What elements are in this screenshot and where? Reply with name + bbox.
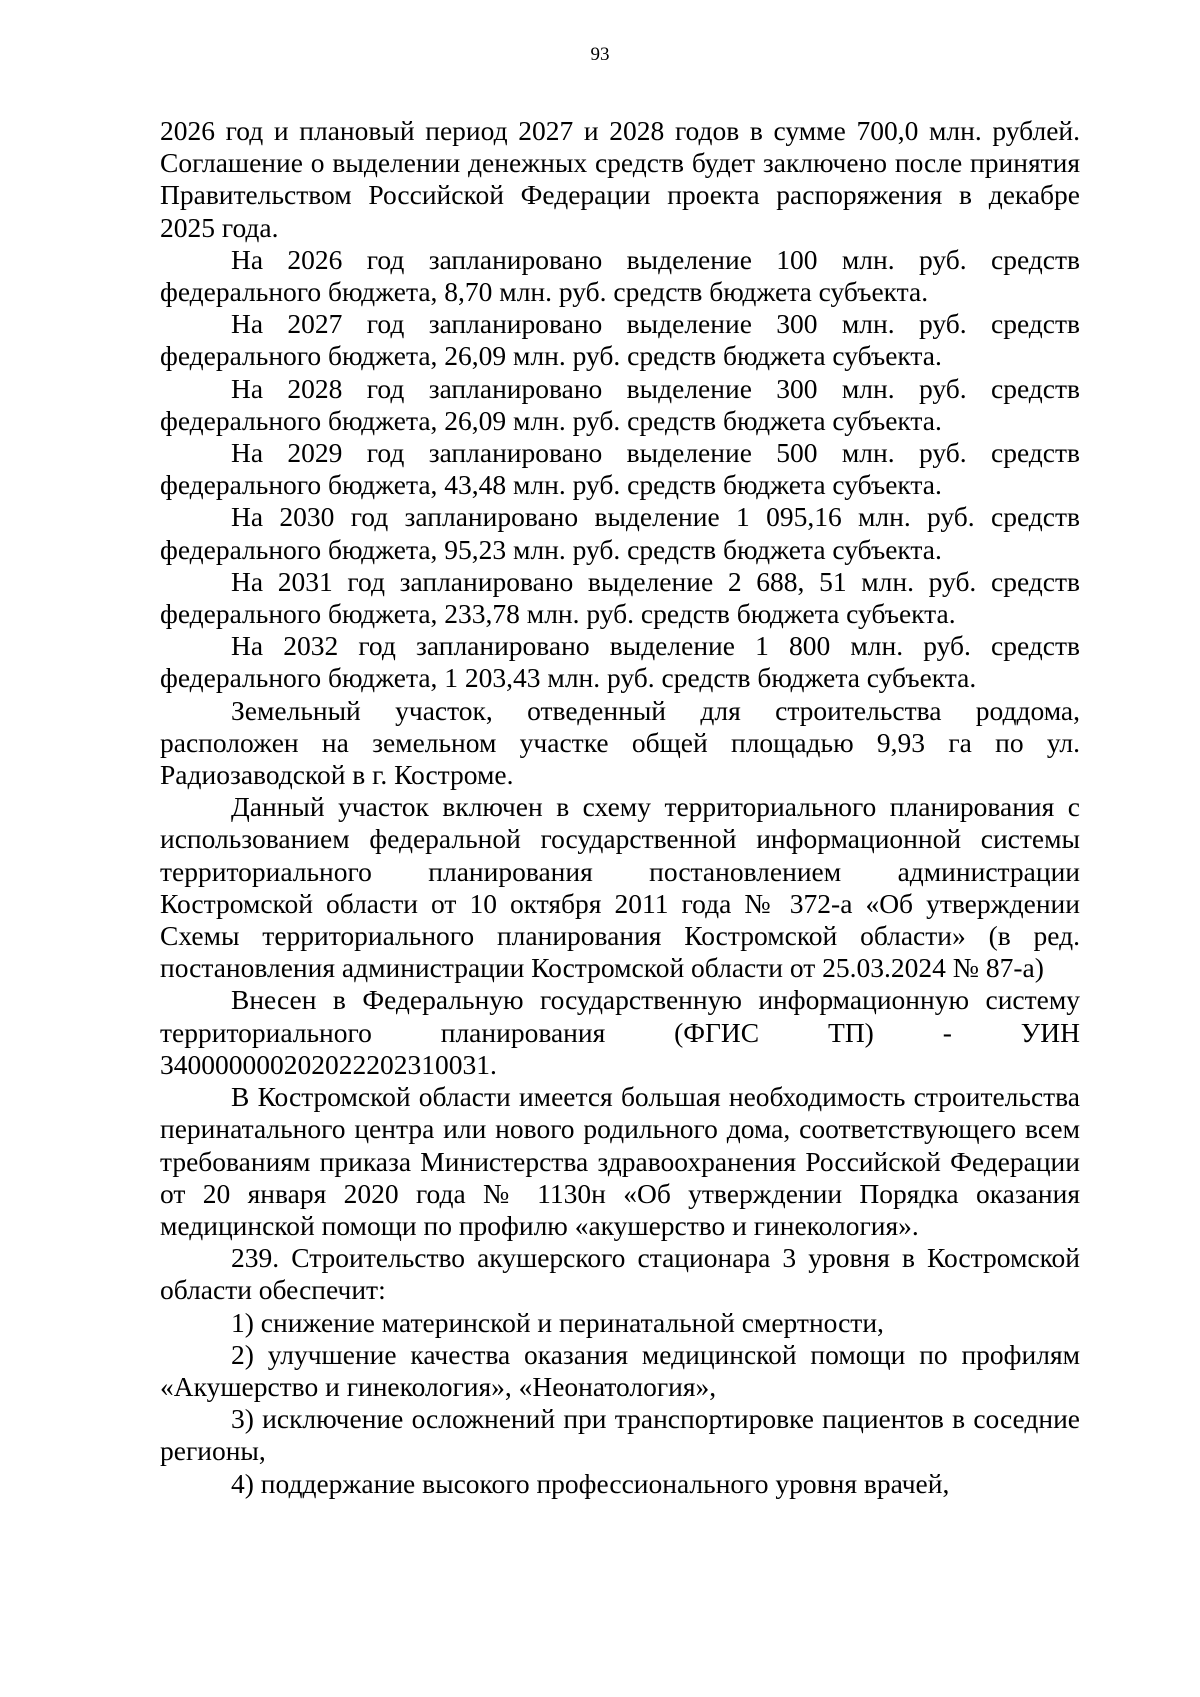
list-item-4: 4) поддержание высокого профессионального уровня врачей, [231,1467,950,1499]
list-item-1: 1) снижение материнской и перинатальной смертности, [231,1306,884,1338]
paragraph-funding-2030: На 2030 год запланировано выделение 1 095,16 млн. руб. средств федерального бюджета, 95,23 млн. руб. средств бюджета субъекта. [160,501,1080,565]
paragraph-239-intro: 239. Строительство акушерского стационара 3 уровня в Костромской области обеспечит: [160,1242,1080,1306]
paragraph-funding-2026: На 2026 год запланировано выделение 100 млн. руб. средств федерального бюджета, 8,70 млн. руб. средств бюджета субъекта. [160,243,1080,308]
paragraph-funding-2028: На 2028 год запланировано выделение 300 млн. руб. средств федерального бюджета, 26,09 млн. руб. средств бюджета субъекта. [160,372,1080,436]
list-item-2: 2) улучшение качества оказания медицинской помощи по профилям «Акушерство и гинекология», «Неонатология», [160,1338,1080,1402]
paragraph-funding-2027: На 2027 год запланировано выделение 300 млн. руб. средств федерального бюджета, 26,09 млн. руб. средств бюджета субъекта. [160,308,1080,372]
paragraph-territorial-planning: Данный участок включен в схему территориального планирования с использованием федеральной государственной информационной системы территориального планирования постановлением администрации Костромской области от 10 октября 2011 года № 372-а «Об утверждении Схемы территориального планирования Костромской области» (в ред. постановления администрации Костромской области от 25.03.2024 № 87-а) [160,791,1080,984]
paragraph-funding-2032: На 2032 год запланировано выделение 1 800 млн. руб. средств федерального бюджета, 1 203,43 млн. руб. средств бюджета субъекта. [160,630,1080,694]
paragraph-funding-summary: 2026 год и плановый период 2027 и 2028 годов в сумме 700,0 млн. рублей. Соглашение о выделении денежных средств будет заключено после принятия Правительством Российской Федерации проекта распоряжения в декабре 2025 года. [160,115,1080,243]
page-number: 93 [590,44,610,65]
list-item-3: 3) исключение осложнений при транспортировке пациентов в соседние регионы, [160,1403,1080,1467]
paragraph-funding-2029: На 2029 год запланировано выделение 500 млн. руб. средств федерального бюджета, 43,48 млн. руб. средств бюджета субъекта. [160,437,1080,501]
document-body [160,115,1080,1500]
paragraph-fgis-registration: Внесен в Федеральную государственную информационную систему территориального планирования (ФГИС ТП) - УИН 340000000202022202310031. [160,984,1080,1080]
paragraph-land-plot: Земельный участок, отведенный для строительства роддома, расположен на земельном участке общей площадью 9,93 га по ул. Радиозаводской в г. Костроме. [160,694,1080,791]
paragraph-necessity: В Костромской области имеется большая необходимость строительства перинатального центра или нового родильного дома, соответствующего всем требованиям приказа Министерства здравоохранения Российской Федерации от 20 января 2020 года № 1130н «Об утверждении Порядка оказания медицинской помощи по профилю «акушерство и гинекология». [160,1081,1080,1241]
paragraph-funding-2031: На 2031 год запланировано выделение 2 688, 51 млн. руб. средств федерального бюджета, 233,78 млн. руб. средств бюджета субъекта. [160,565,1080,630]
